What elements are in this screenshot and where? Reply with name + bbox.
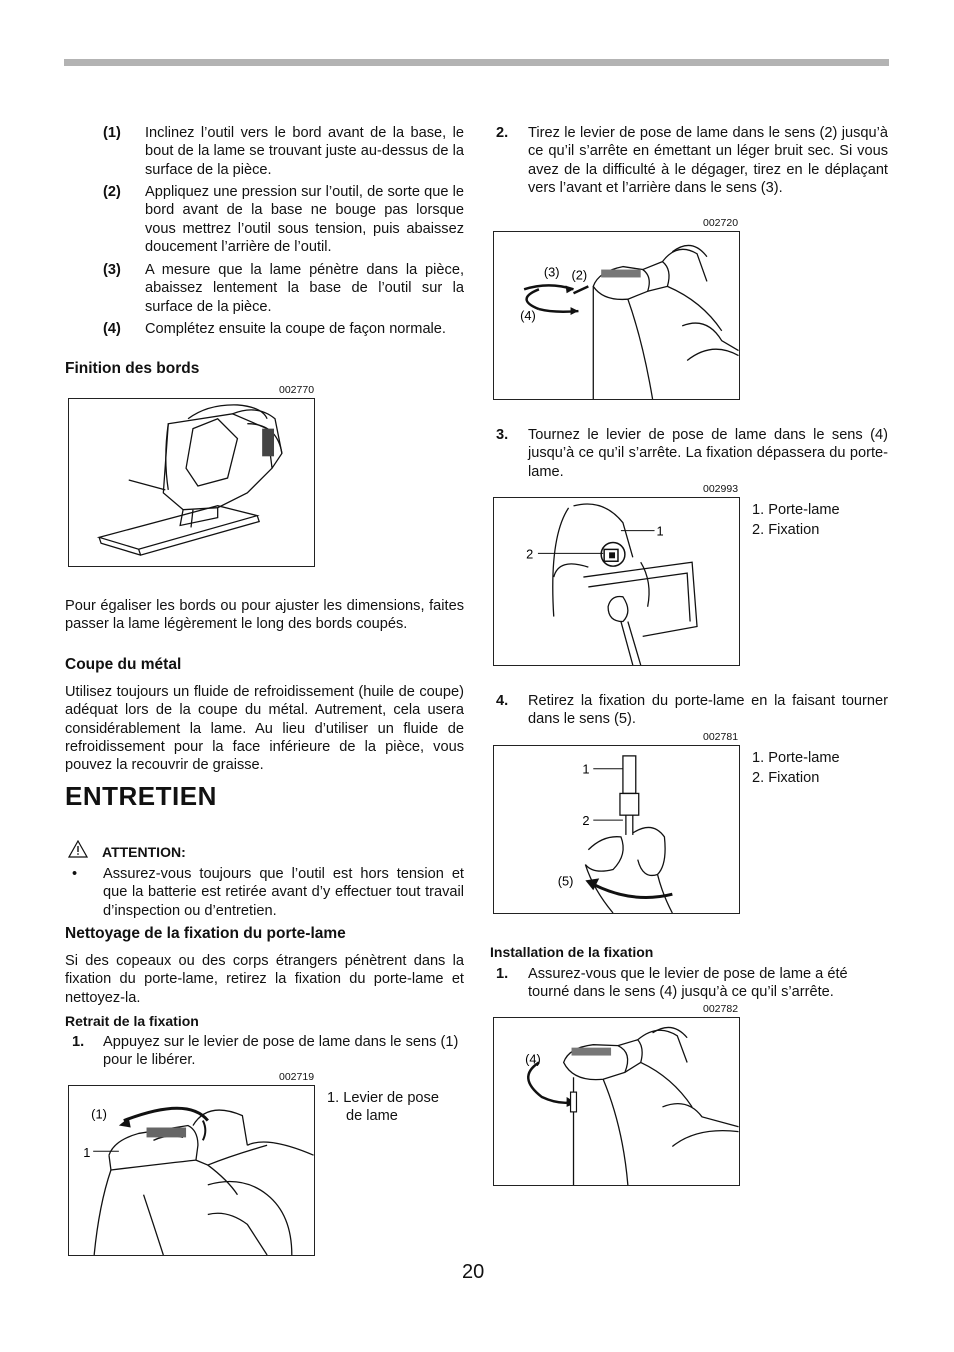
attention-text: Assurez-vous toujours que l’outil est hors tension et que la batterie est retirée avant d’y effectuer tout travail d’inspection ou d’entretien.: [103, 866, 464, 919]
figure-code: 002781: [703, 731, 739, 743]
callout-label: 2: [582, 813, 590, 829]
step-text: Tournez le levier de pose de lame dans le sens (4) jusqu’à ce qu’il s’arrête. La fixation dépassera du porte-lame.: [528, 427, 888, 480]
step-text: Appuyez sur le levier de pose de lame dans le sens (1) pour le libérer.: [103, 1034, 459, 1069]
legend-item: de lame: [346, 1108, 398, 1124]
legend-item: 1. Porte-lame: [752, 502, 840, 518]
step-number: (3): [103, 262, 121, 278]
figure-clamp-removal: [493, 745, 740, 914]
step-item: [103, 320, 464, 358]
legend-item: 1. Levier de pose: [327, 1090, 439, 1106]
step-text: Assurez-vous que le levier de pose de lame a été tourné dans le sens (4) jusqu’à ce qu’il s’arrête.: [528, 966, 848, 1001]
section-heading: Finition des bords: [65, 360, 200, 377]
step-item: [496, 124, 888, 216]
callout-label: (2): [571, 267, 588, 283]
figure-code: 002770: [279, 384, 315, 396]
callout-label: (4): [520, 307, 536, 323]
figure-lever-release: [68, 1085, 315, 1256]
step-number: 1.: [72, 1034, 85, 1050]
figure-blade-holder: [493, 497, 740, 666]
step-item: [103, 183, 464, 257]
figure-lever-pull: [493, 231, 740, 400]
section-heading: Nettoyage de la fixation du porte-lame: [65, 925, 346, 942]
figure-code: 002719: [279, 1071, 315, 1083]
callout-label: 1: [656, 523, 664, 539]
callout-label: 1: [83, 1145, 91, 1161]
callout-label: (4): [525, 1051, 541, 1067]
step-item: [72, 1033, 464, 1071]
legend-item: 2. Fixation: [752, 770, 820, 786]
figure-code: 002993: [703, 483, 739, 495]
section-heading: Coupe du métal: [65, 656, 182, 673]
figure-code: 002782: [703, 1003, 739, 1015]
figure-legend: [752, 500, 840, 540]
nettoyage-paragraph: Si des copeaux ou des corps étrangers pénètrent dans la fixation du porte-lame, retirez la fixation du porte-lame et nettoyez-la.: [65, 953, 464, 1006]
warning-icon: [68, 840, 88, 858]
step-number: (4): [103, 321, 121, 337]
callout-label: (3): [543, 264, 560, 280]
jigsaw-illustration: [69, 399, 314, 566]
step-text: A mesure que la lame pénètre dans la pièce, abaissez lentement la base de l’outil sur la surface de la pièce.: [145, 262, 464, 315]
callout-label: 1: [582, 761, 590, 777]
figure-edge-finishing: [68, 398, 315, 567]
step-text: Appliquez une pression sur l’outil, de sorte que le bord avant de la base ne bouge pas lorsque vous mettrez l’outil sous tension, puis abaissez doucement l’arrière de l’outil.: [145, 184, 464, 255]
finition-paragraph: Pour égaliser les bords ou pour ajuster les dimensions, faites passer la lame légèrement le long des bords coupés.: [65, 598, 464, 633]
header-rule: [64, 59, 889, 66]
figure-code: 002720: [703, 217, 739, 229]
step-text: Inclinez l’outil vers le bord avant de la base, le bout de la lame se trouvant juste au-dessus de la surface de la pièce.: [145, 125, 464, 178]
step-item: [496, 426, 888, 482]
page-number: 20: [462, 1261, 485, 1283]
callout-label: (5): [557, 873, 574, 889]
metal-paragraph: Utilisez toujours un fluide de refroidissement (huile de coupe) adéquat lors de la coupe du métal. Autrement, cela usera considérablement la lame. Au lieu d’utiliser un fluide de refroidissement pour la face inférieure de la pièce, vous pouvez la recouvrir de graisse.: [65, 684, 464, 774]
subsection-heading: Installation de la fixation: [490, 944, 654, 960]
step-item: [496, 692, 888, 730]
attention-label: ATTENTION:: [102, 844, 186, 860]
callout-label: (1): [91, 1106, 107, 1122]
chapter-title: ENTRETIEN: [65, 781, 217, 811]
step-number: 3.: [496, 427, 509, 443]
step-item: [103, 261, 464, 317]
step-number: 4.: [496, 693, 509, 709]
step-number: 2.: [496, 125, 509, 141]
figure-lever-install: [493, 1017, 740, 1186]
step-text: Retirez la fixation du porte-lame en la faisant tourner dans le sens (5).: [528, 693, 888, 728]
step-number: (2): [103, 184, 121, 200]
figure-legend: [327, 1089, 439, 1125]
callout-label: 2: [526, 546, 534, 562]
attention-item: [72, 865, 464, 921]
step-item: [496, 965, 888, 1003]
step-number: 1.: [496, 966, 509, 982]
step-text: Complétez ensuite la coupe de façon normale.: [145, 321, 446, 337]
legend-item: 2. Fixation: [752, 522, 820, 538]
step-item: [103, 124, 464, 180]
step-text: Tirez le levier de pose de lame dans le sens (2) jusqu’à ce qu’il s’arrête en émettant un léger bruit sec. Si vous avez de la difficulté à le dégager, tirez en le déplaçant vers l’avant et l’arrière dans le sens (3).: [528, 125, 888, 196]
legend-item: 1. Porte-lame: [752, 750, 840, 766]
subsection-heading: Retrait de la fixation: [65, 1013, 199, 1029]
figure-legend: [752, 748, 840, 788]
bullet: •: [72, 866, 78, 882]
step-number: (1): [103, 125, 121, 141]
